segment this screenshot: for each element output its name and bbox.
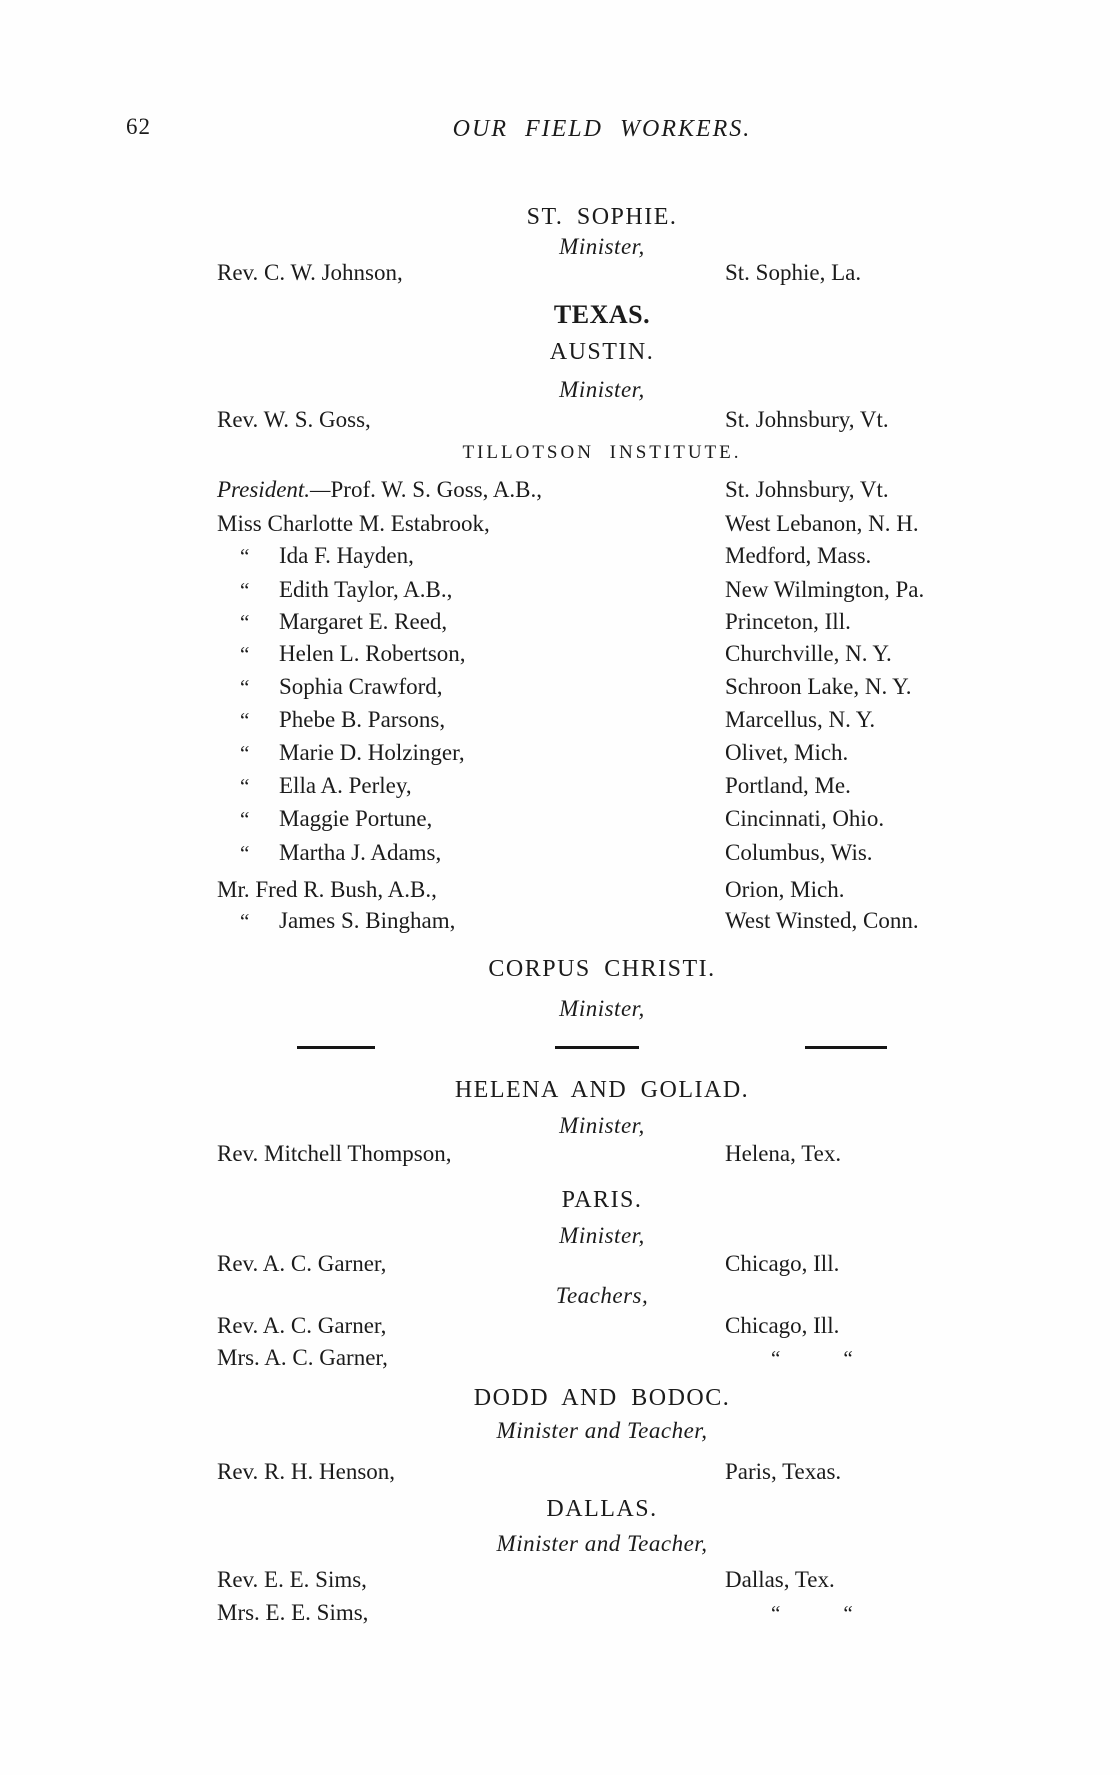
worker-location: Princeton, Ill. xyxy=(725,609,851,634)
role-label: Minister, xyxy=(559,1113,645,1138)
worker-location: Portland, Me. xyxy=(725,773,851,798)
worker-name: Sophia Crawford, xyxy=(279,674,443,699)
entry-row xyxy=(217,257,987,289)
section-heading-helena-goliad: HELENA AND GOLIAD. xyxy=(454,1077,750,1103)
entry-row xyxy=(217,1342,987,1374)
role-label: Minister and Teacher, xyxy=(496,1418,708,1443)
entry-row xyxy=(217,770,987,802)
section-heading-st-sophie: ST. SOPHIE. xyxy=(526,204,678,230)
location-ditto-marks: “ “ xyxy=(771,1601,853,1625)
vacancy-dash xyxy=(297,1046,375,1049)
worker-name: Rev. A. C. Garner, xyxy=(217,1313,387,1338)
worker-name: Marie D. Holzinger, xyxy=(279,740,465,765)
entry-row xyxy=(217,1564,987,1596)
vacancy-dash xyxy=(555,1046,639,1049)
worker-location: Columbus, Wis. xyxy=(725,840,873,865)
ditto-mark: “ xyxy=(240,774,250,798)
worker-location: Olivet, Mich. xyxy=(725,740,849,765)
worker-location: St. Johnsbury, Vt. xyxy=(725,477,889,502)
role-label: Minister and Teacher, xyxy=(496,1531,708,1556)
entry-row xyxy=(217,606,987,638)
section-heading-paris: PARIS. xyxy=(561,1187,643,1213)
entry-row xyxy=(217,704,987,736)
worker-location: Chicago, Ill. xyxy=(725,1251,840,1276)
section-heading-texas: TEXAS. xyxy=(553,300,651,329)
worker-name: Helen L. Robertson, xyxy=(279,641,466,666)
worker-location: West Winsted, Conn. xyxy=(725,908,919,933)
entry-row xyxy=(217,1456,987,1488)
ditto-mark: “ xyxy=(240,841,250,865)
worker-name: Rev. R. H. Henson, xyxy=(217,1459,396,1484)
worker-location: St. Sophie, La. xyxy=(725,260,862,285)
worker-name: Maggie Portune, xyxy=(279,806,433,831)
entry-row xyxy=(217,574,987,606)
entry-row xyxy=(217,737,987,769)
worker-location: New Wilmington, Pa. xyxy=(725,577,925,602)
president-label: President.— xyxy=(217,477,331,502)
worker-location: Dallas, Tex. xyxy=(725,1567,835,1592)
ditto-mark: “ xyxy=(240,675,250,699)
ditto-mark: “ xyxy=(240,642,250,666)
ditto-mark: “ xyxy=(240,544,250,568)
role-label: Minister, xyxy=(559,377,645,402)
section-heading-tillotson: TILLOTSON INSTITUTE. xyxy=(462,442,742,463)
worker-name: Phebe B. Parsons, xyxy=(279,707,446,732)
role-label: Minister, xyxy=(559,234,645,259)
entry-row xyxy=(217,1248,987,1280)
worker-location: Marcellus, N. Y. xyxy=(725,707,876,732)
ditto-mark: “ xyxy=(240,741,250,765)
worker-name: Edith Taylor, A.B., xyxy=(279,577,453,602)
entry-row xyxy=(217,540,987,572)
worker-location: Schroon Lake, N. Y. xyxy=(725,674,912,699)
entry-row xyxy=(217,404,987,436)
entry-row xyxy=(217,671,987,703)
page-title: OUR FIELD WORKERS. xyxy=(452,116,752,142)
worker-name: Rev. C. W. Johnson, xyxy=(217,260,403,285)
worker-name: Rev. A. C. Garner, xyxy=(217,1251,387,1276)
entry-row xyxy=(217,1310,987,1342)
ditto-mark: “ xyxy=(240,578,250,602)
role-label: Teachers, xyxy=(555,1283,649,1308)
section-heading-dodd-bodoc: DODD AND BODOC. xyxy=(473,1385,731,1411)
page-number: 62 xyxy=(126,114,151,139)
ditto-mark: “ xyxy=(240,807,250,831)
worker-name: Ella A. Perley, xyxy=(279,773,412,798)
entry-row xyxy=(217,837,987,869)
worker-location: Cincinnati, Ohio. xyxy=(725,806,885,831)
worker-location: Medford, Mass. xyxy=(725,543,872,568)
entry-row xyxy=(217,638,987,670)
worker-location: Orion, Mich. xyxy=(725,877,845,902)
entry-row xyxy=(217,803,987,835)
worker-name: Ida F. Hayden, xyxy=(279,543,414,568)
worker-location: Chicago, Ill. xyxy=(725,1313,840,1338)
worker-location: Paris, Texas. xyxy=(725,1459,842,1484)
worker-name: Rev. W. S. Goss, xyxy=(217,407,371,432)
location-ditto-marks: “ “ xyxy=(771,1346,853,1370)
entry-row xyxy=(217,1597,987,1629)
role-label: Minister, xyxy=(559,996,645,1021)
entry-row xyxy=(217,1138,987,1170)
ditto-mark: “ xyxy=(240,909,250,933)
entry-row xyxy=(217,905,987,937)
ditto-mark: “ xyxy=(240,708,250,732)
worker-name: Margaret E. Reed, xyxy=(279,609,448,634)
role-label: Minister, xyxy=(559,1223,645,1248)
entry-row xyxy=(217,474,987,506)
worker-location: Churchville, N. Y. xyxy=(725,641,892,666)
section-heading-austin: AUSTIN. xyxy=(549,339,655,365)
entry-row xyxy=(217,874,987,906)
section-heading-dallas: DALLAS. xyxy=(546,1496,658,1522)
worker-name: Rev. E. E. Sims, xyxy=(217,1567,367,1592)
worker-location: Helena, Tex. xyxy=(725,1141,842,1166)
worker-location: St. Johnsbury, Vt. xyxy=(725,407,889,432)
worker-name: Miss Charlotte M. Estabrook, xyxy=(217,511,490,536)
worker-name: Martha J. Adams, xyxy=(279,840,442,865)
worker-name: Prof. W. S. Goss, A.B., xyxy=(330,477,543,502)
worker-name: Rev. Mitchell Thompson, xyxy=(217,1141,452,1166)
worker-name: Mr. Fred R. Bush, A.B., xyxy=(217,877,437,902)
section-heading-corpus-christi: CORPUS CHRISTI. xyxy=(488,956,716,982)
worker-name: James S. Bingham, xyxy=(279,908,456,933)
worker-location: West Lebanon, N. H. xyxy=(725,511,919,536)
page-content xyxy=(217,0,987,1775)
entry-row xyxy=(217,508,987,540)
vacancy-dash xyxy=(805,1046,887,1049)
ditto-mark: “ xyxy=(240,610,250,634)
worker-name: Mrs. A. C. Garner, xyxy=(217,1345,388,1370)
worker-name: Mrs. E. E. Sims, xyxy=(217,1600,369,1625)
